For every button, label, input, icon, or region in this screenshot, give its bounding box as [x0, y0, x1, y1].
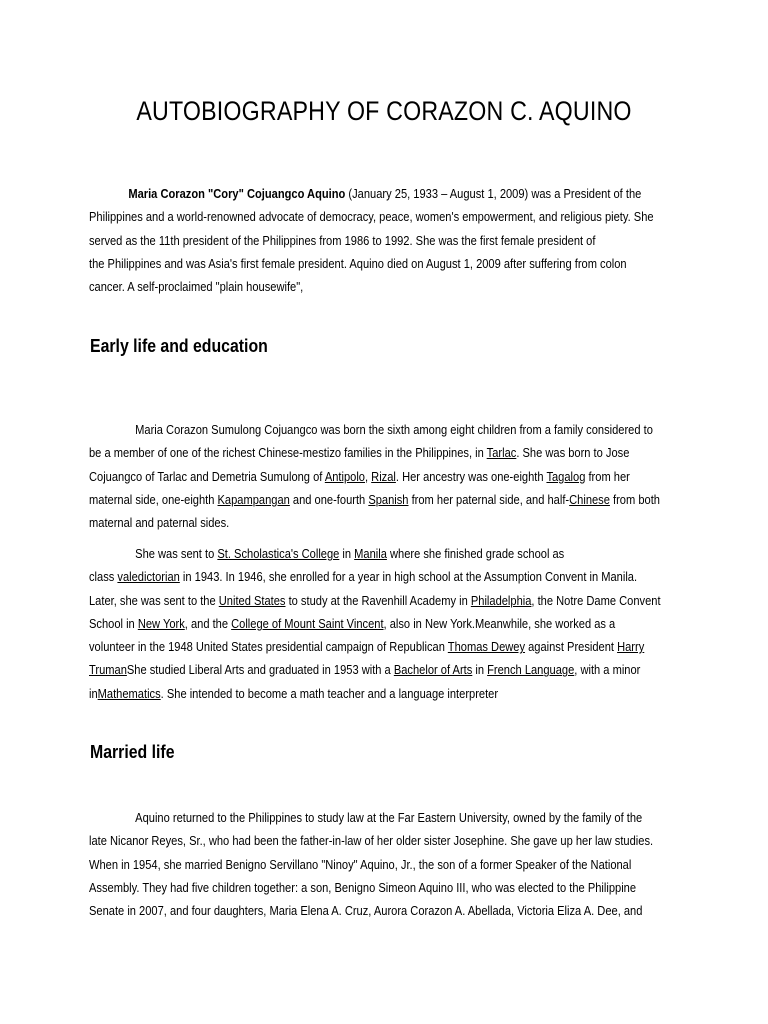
text-line: [89, 465, 667, 488]
text-run: from her: [585, 468, 630, 484]
inline-link[interactable]: Truman: [89, 662, 127, 678]
text-line: [89, 876, 667, 899]
text-run: from both: [609, 491, 660, 507]
inline-link[interactable]: Tagalog: [546, 468, 586, 484]
text-line: [89, 829, 667, 852]
inline-link[interactable]: Harry: [617, 639, 645, 655]
inline-link[interactable]: Manila: [354, 546, 387, 561]
text-line: [89, 418, 667, 441]
text-run: in: [472, 662, 488, 678]
text-line: [89, 565, 667, 588]
text-run: Later, she was sent to the: [89, 592, 219, 608]
text-line: [89, 612, 667, 635]
early-life-paragraph-2: [89, 542, 667, 705]
text-run: , the Notre Dame Convent: [531, 592, 661, 608]
text-line: [89, 275, 667, 298]
inline-link[interactable]: Bachelor of Arts: [393, 662, 473, 678]
text-run: served as the 11th president of the Philippines from 1986 to 1992. She was the first female president of: [89, 232, 596, 248]
text-run: from her paternal side, and half-: [408, 491, 570, 507]
text-line: [89, 542, 667, 565]
text-run: , also in New York.Meanwhile, she worked as a: [383, 615, 616, 631]
text-run: Philippines and a world-renowned advocate of democracy, peace, women's empowerment, and religious piety. She: [89, 209, 654, 225]
text-line: [89, 441, 667, 464]
inline-link[interactable]: New York: [137, 615, 185, 631]
text-run: (January 25, 1933 – August 1, 2009) was a President of the: [345, 186, 642, 201]
text-run: ,: [364, 468, 372, 484]
inline-link[interactable]: Antipolo: [324, 468, 365, 484]
text-run: . She was born to Jose: [516, 445, 630, 461]
text-run: School in: [89, 615, 138, 631]
text-run: the Philippines and was Asia's first female president. Aquino died on August 1, 2009 after suffering from colon: [89, 255, 627, 271]
text-line: [89, 229, 667, 252]
early-life-paragraph-1: [89, 418, 667, 534]
document-title: AUTOBIOGRAPHY OF CORAZON C. AQUINO: [136, 96, 632, 126]
text-run: where she finished grade school as: [386, 546, 565, 561]
bold-text: Maria Corazon "Cory" Cojuangco Aquino: [128, 186, 346, 201]
text-run: Maria Corazon Sumulong Cojuangco was born the sixth among eight children from a family considered to: [135, 422, 653, 437]
inline-link[interactable]: Thomas Dewey: [447, 639, 526, 655]
intro-paragraph: [89, 182, 667, 298]
section-heading-married-life: Married life: [90, 742, 175, 762]
text-run: be a member of one of the richest Chinese-mestizo families in the Philippines, in: [89, 445, 487, 461]
text-run: to study at the Ravenhill Academy in: [285, 592, 471, 608]
inline-link[interactable]: Kapampangan: [217, 491, 290, 507]
inline-link[interactable]: College of Mount Saint Vincent: [231, 615, 384, 631]
inline-link[interactable]: Mathematics: [97, 685, 161, 701]
text-line: [89, 488, 667, 511]
text-run: in 1943. In 1946, she enrolled for a year in high school at the Assumption Convent in Manila.: [179, 569, 638, 585]
text-run: Senate in 2007, and four daughters, Maria Elena A. Cruz, Aurora Corazon A. Abellada, Victoria Eliza A. Dee, and: [89, 903, 643, 919]
section-heading-early-life: Early life and education: [90, 336, 268, 356]
text-run: Assembly. They had five children together: a son, Benigno Simeon Aquino III, who was elected to the Philippine: [89, 879, 637, 895]
text-run: . Her ancestry was one-eighth: [395, 468, 547, 484]
text-run: Aquino returned to the Philippines to study law at the Far Eastern University, owned by the family of the: [135, 810, 643, 825]
inline-link[interactable]: Tarlac: [486, 445, 517, 461]
text-run: , and the: [184, 615, 232, 631]
text-line: [89, 899, 667, 922]
inline-link[interactable]: French Language: [487, 662, 575, 678]
text-line: [89, 252, 667, 275]
text-run: volunteer in the 1948 United States presidential campaign of Republican: [89, 639, 448, 655]
text-line: [89, 658, 667, 681]
text-run: maternal and paternal sides.: [89, 515, 230, 531]
text-line: [89, 205, 667, 228]
text-line: [89, 682, 667, 705]
inline-link[interactable]: Chinese: [569, 491, 610, 507]
inline-link[interactable]: St. Scholastica's College: [217, 546, 340, 561]
text-run: in: [339, 546, 355, 561]
text-run: maternal side, one-eighth: [89, 491, 218, 507]
inline-link[interactable]: Rizal: [371, 468, 396, 484]
text-run: cancer. A self-proclaimed "plain housewife",: [89, 279, 304, 295]
text-line: [89, 511, 667, 534]
text-line: [89, 853, 667, 876]
text-run: class: [89, 569, 118, 585]
inline-link[interactable]: Philadelphia: [470, 592, 532, 608]
inline-link[interactable]: Spanish: [368, 491, 409, 507]
inline-link[interactable]: United States: [218, 592, 286, 608]
inline-link[interactable]: valedictorian: [117, 569, 180, 585]
text-run: against President: [525, 639, 618, 655]
text-run: Cojuangco of Tarlac and Demetria Sumulong of: [89, 468, 325, 484]
text-run: She was sent to: [135, 546, 218, 561]
text-run: late Nicanor Reyes, Sr., who had been the father-in-law of her older sister Josephine. She gave up her law studies.: [89, 833, 654, 849]
text-run: She studied Liberal Arts and graduated in 1953 with a: [126, 662, 394, 678]
text-run: . She intended to become a math teacher and a language interpreter: [160, 685, 499, 701]
text-line: [89, 182, 667, 205]
text-run: When in 1954, she married Benigno Servillano "Ninoy" Aquino, Jr., the son of a former Speaker of the National: [89, 856, 632, 872]
text-run: in: [89, 685, 98, 701]
text-line: [89, 635, 667, 658]
text-run: and one-fourth: [289, 491, 369, 507]
text-run: , with a minor: [574, 662, 641, 678]
text-line: [89, 589, 667, 612]
text-line: [89, 806, 667, 829]
married-life-paragraph-1: [89, 806, 667, 922]
